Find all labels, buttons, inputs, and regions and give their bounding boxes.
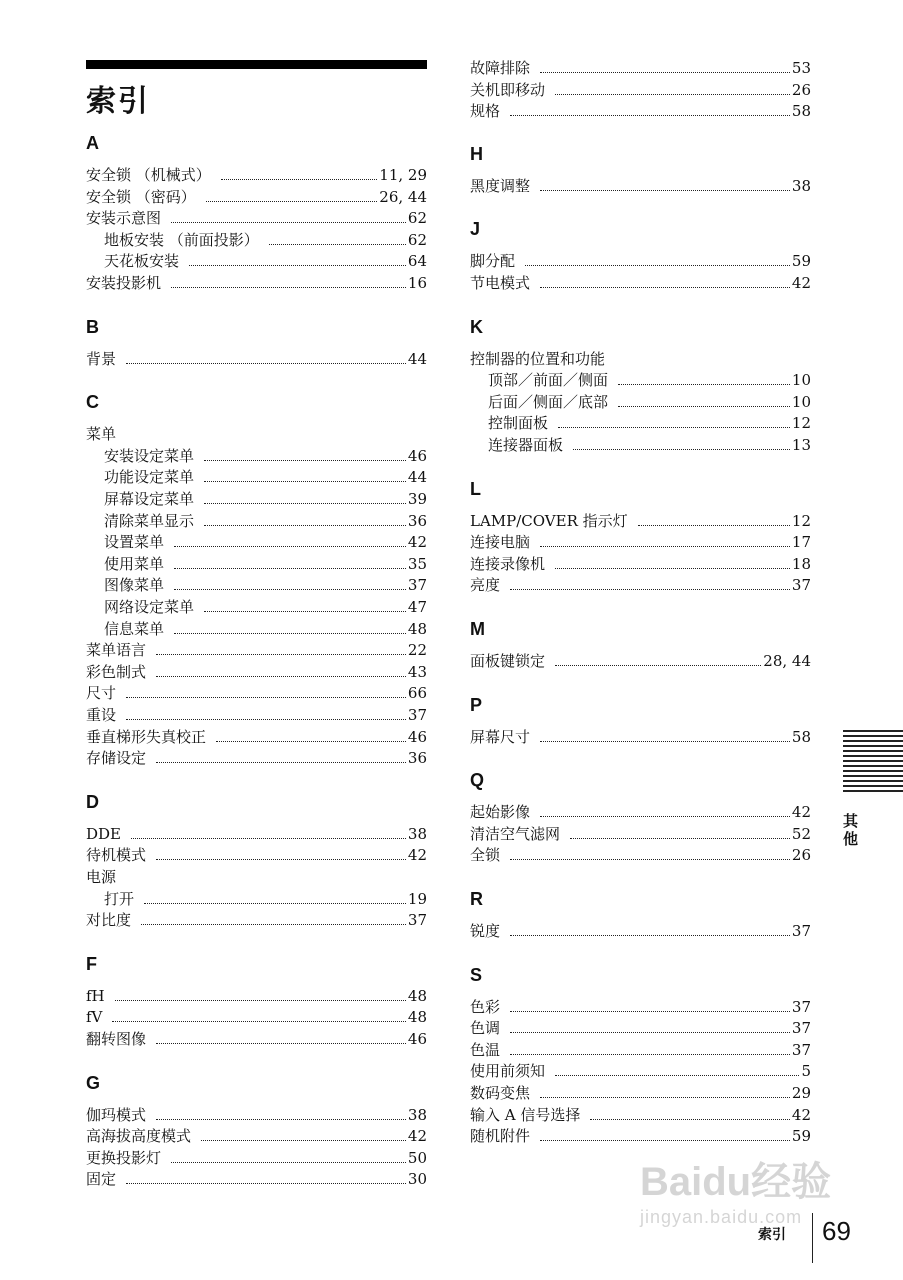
footer-divider bbox=[812, 1213, 813, 1263]
index-entry-pages: 48 bbox=[407, 1008, 427, 1027]
index-entry[interactable] bbox=[86, 489, 427, 510]
index-entry-label: 天花板安装 bbox=[104, 252, 180, 271]
leader-dots bbox=[156, 859, 406, 860]
index-entry[interactable] bbox=[470, 532, 811, 553]
index-entry-label: 控制面板 bbox=[488, 414, 549, 433]
index-entry-pages: 37 bbox=[791, 576, 811, 595]
index-entry-pages: 37 bbox=[407, 706, 427, 724]
index-entry-label: 安装投影机 bbox=[86, 274, 162, 292]
index-entry[interactable] bbox=[86, 867, 427, 888]
leader-dots bbox=[204, 481, 406, 482]
leader-dots bbox=[156, 762, 406, 763]
index-entry-label: DDE bbox=[86, 824, 122, 843]
index-entry[interactable] bbox=[86, 273, 427, 294]
index-entry-label: 安全锁 （密码） bbox=[86, 187, 196, 206]
index-entry-label: 安装示意图 bbox=[86, 209, 162, 228]
index-entry-pages: 46 bbox=[407, 727, 427, 746]
index-entry-label: 背景 bbox=[86, 349, 117, 368]
leader-dots bbox=[540, 1140, 790, 1141]
leader-dots bbox=[216, 741, 406, 742]
index-entry[interactable] bbox=[86, 575, 427, 596]
index-entry-label: 图像菜单 bbox=[104, 576, 165, 595]
leader-dots bbox=[510, 1032, 790, 1033]
leader-dots bbox=[558, 427, 790, 428]
leader-dots bbox=[204, 503, 406, 504]
index-entry[interactable] bbox=[470, 80, 811, 101]
index-entry[interactable] bbox=[86, 845, 427, 866]
index-entry[interactable] bbox=[470, 575, 811, 596]
index-entry-pages: 37 bbox=[791, 997, 811, 1016]
leader-dots bbox=[171, 222, 406, 223]
leader-dots bbox=[573, 449, 790, 450]
index-entry[interactable] bbox=[470, 349, 811, 370]
leader-dots bbox=[171, 287, 406, 288]
leader-dots bbox=[171, 1162, 406, 1163]
index-entry[interactable] bbox=[86, 1105, 427, 1126]
index-entry-label: 节电模式 bbox=[470, 274, 531, 292]
leader-dots bbox=[510, 115, 790, 116]
index-entry[interactable] bbox=[86, 683, 427, 704]
index-entry-label: 顶部／前面／侧面 bbox=[488, 371, 609, 390]
index-entry-label: 后面／侧面／底部 bbox=[488, 392, 609, 411]
index-entry[interactable] bbox=[470, 651, 811, 672]
side-tab-stripes bbox=[843, 730, 903, 792]
index-entry-label: 网络设定菜单 bbox=[104, 598, 195, 616]
index-entry-label: 故障排除 bbox=[470, 59, 531, 77]
index-entry[interactable] bbox=[86, 424, 427, 445]
index-entry[interactable] bbox=[86, 467, 427, 488]
index-entry-pages: 10 bbox=[791, 371, 811, 390]
index-entry[interactable] bbox=[470, 845, 811, 866]
leader-dots bbox=[510, 935, 790, 936]
index-entry-pages: 42 bbox=[791, 803, 811, 822]
index-entry[interactable] bbox=[86, 532, 427, 553]
index-entry-label: 功能设定菜单 bbox=[104, 468, 195, 487]
index-entry[interactable] bbox=[470, 1083, 811, 1104]
index-entry-pages: 50 bbox=[407, 1148, 427, 1167]
index-entry-label: 规格 bbox=[470, 102, 501, 121]
section-letter: K bbox=[470, 316, 483, 337]
index-entry-pages: 66 bbox=[407, 684, 427, 703]
page-number: 69 bbox=[822, 1216, 851, 1246]
leader-dots bbox=[540, 1097, 790, 1098]
index-entry-label: 起始影像 bbox=[470, 803, 531, 822]
index-entry-pages: 36 bbox=[407, 511, 427, 530]
section-letter: L bbox=[470, 478, 481, 499]
index-entry-pages: 48 bbox=[407, 619, 427, 638]
index-entry-pages: 35 bbox=[407, 554, 427, 573]
index-entry[interactable] bbox=[86, 910, 427, 931]
index-entry[interactable] bbox=[86, 1029, 427, 1050]
index-entry[interactable] bbox=[470, 176, 811, 197]
index-entry-pages: 46 bbox=[407, 1030, 427, 1048]
index-entry-pages: 16 bbox=[407, 274, 427, 292]
index-entry[interactable] bbox=[470, 1061, 811, 1082]
index-entry-label: 存储设定 bbox=[86, 749, 147, 768]
index-entry[interactable] bbox=[86, 187, 427, 208]
section-letter: G bbox=[86, 1072, 101, 1093]
leader-dots bbox=[269, 244, 406, 245]
index-entry[interactable] bbox=[470, 511, 811, 532]
index-entry[interactable] bbox=[86, 1126, 427, 1147]
leader-dots bbox=[156, 1043, 406, 1044]
index-entry-label: LAMP/COVER 指示灯 bbox=[470, 511, 628, 530]
leader-dots bbox=[525, 265, 790, 266]
index-entry-pages: 13 bbox=[791, 436, 811, 454]
index-entry[interactable] bbox=[86, 349, 427, 370]
index-entry-label: 清洁空气滤网 bbox=[470, 824, 561, 843]
leader-dots bbox=[126, 697, 406, 698]
leader-dots bbox=[618, 406, 790, 407]
index-entry-label: 翻转图像 bbox=[86, 1030, 147, 1048]
index-entry-pages: 37 bbox=[791, 922, 811, 940]
leader-dots bbox=[510, 1011, 790, 1012]
index-entry[interactable] bbox=[86, 889, 427, 910]
index-entry[interactable] bbox=[470, 727, 811, 748]
index-entry[interactable] bbox=[86, 165, 427, 186]
index-entry[interactable] bbox=[470, 370, 811, 391]
index-entry[interactable] bbox=[86, 511, 427, 532]
leader-dots bbox=[174, 589, 406, 590]
index-entry-pages: 39 bbox=[407, 490, 427, 508]
index-entry-label: 屏幕尺寸 bbox=[470, 727, 531, 746]
index-entry-pages: 22 bbox=[407, 641, 427, 660]
leader-dots bbox=[570, 838, 790, 839]
index-entry[interactable] bbox=[86, 230, 427, 251]
index-entry-label: 菜单语言 bbox=[86, 641, 147, 660]
index-entry[interactable] bbox=[86, 748, 427, 769]
index-entry[interactable] bbox=[86, 251, 427, 272]
index-entry-label: 屏幕设定菜单 bbox=[104, 490, 195, 508]
page-title: 索引 bbox=[86, 84, 150, 119]
index-entry-label: 安全锁 （机械式） bbox=[86, 166, 211, 184]
index-entry-pages: 17 bbox=[791, 533, 811, 552]
index-entry-pages: 37 bbox=[407, 911, 427, 930]
index-entry[interactable] bbox=[86, 986, 427, 1007]
section-letter: R bbox=[470, 889, 483, 909]
index-entry-label: 地板安装 （前面投影） bbox=[104, 230, 259, 249]
index-entry-label: fH bbox=[86, 986, 105, 1005]
index-entry-pages: 18 bbox=[791, 554, 811, 573]
index-entry-pages: 12 bbox=[791, 414, 811, 433]
section-letter: D bbox=[86, 791, 99, 812]
section-letter: P bbox=[470, 694, 483, 715]
index-entry-label: 清除菜单显示 bbox=[104, 511, 195, 530]
index-entry-pages: 11, 29 bbox=[379, 166, 427, 184]
index-entry-pages: 52 bbox=[791, 824, 811, 843]
index-entry-label: 色彩 bbox=[470, 997, 501, 1016]
index-entry-label: 垂直梯形失真校正 bbox=[86, 727, 207, 746]
index-entry-pages: 38 bbox=[407, 824, 427, 843]
index-entry-label: 面板键锁定 bbox=[470, 652, 546, 670]
index-entry[interactable] bbox=[470, 1040, 811, 1061]
section-letter: Q bbox=[470, 770, 485, 791]
index-entry-label: 尺寸 bbox=[86, 684, 117, 703]
leader-dots bbox=[540, 190, 790, 191]
leader-dots bbox=[174, 546, 406, 547]
index-entry-pages: 44 bbox=[407, 349, 427, 368]
index-entry[interactable] bbox=[470, 413, 811, 434]
index-entry-pages: 5 bbox=[801, 1062, 811, 1081]
index-entry[interactable] bbox=[470, 802, 811, 823]
index-entry-pages: 42 bbox=[791, 1105, 811, 1124]
leader-dots bbox=[555, 665, 761, 666]
leader-dots bbox=[174, 633, 406, 634]
watermark-logo: Baidu经验 bbox=[640, 1160, 832, 1204]
leader-dots bbox=[144, 903, 406, 904]
index-entry[interactable] bbox=[86, 446, 427, 467]
side-tab-label: 其他 bbox=[843, 812, 859, 848]
index-entry-pages: 19 bbox=[407, 889, 427, 908]
index-entry-pages: 37 bbox=[407, 576, 427, 595]
index-entry[interactable] bbox=[86, 208, 427, 229]
leader-dots bbox=[510, 589, 790, 590]
index-entry[interactable] bbox=[86, 824, 427, 845]
index-entry-pages: 38 bbox=[407, 1105, 427, 1124]
leader-dots bbox=[204, 611, 406, 612]
index-entry-label: 连接器面板 bbox=[488, 436, 564, 454]
index-entry-label: 锐度 bbox=[470, 922, 501, 940]
index-entry-pages: 26 bbox=[791, 80, 811, 99]
index-entry-pages: 29 bbox=[791, 1084, 811, 1102]
index-entry-pages: 62 bbox=[407, 230, 427, 249]
index-entry-label: 控制器的位置和功能 bbox=[470, 349, 606, 368]
leader-dots bbox=[112, 1021, 406, 1022]
watermark-url: jingyan.baidu.com bbox=[640, 1207, 803, 1227]
index-entry-pages: 59 bbox=[791, 1127, 811, 1146]
index-entry-pages: 26, 44 bbox=[379, 187, 427, 206]
leader-dots bbox=[126, 1183, 406, 1184]
index-entry[interactable] bbox=[470, 101, 811, 122]
index-entry-label: 设置菜单 bbox=[104, 533, 165, 552]
index-entry-label: 安装设定菜单 bbox=[104, 446, 195, 465]
index-entry-label: 重设 bbox=[86, 706, 117, 724]
index-entry-label: 输入 A 信号选择 bbox=[470, 1105, 581, 1124]
index-entry[interactable] bbox=[470, 1018, 811, 1039]
index-entry-label: 随机附件 bbox=[470, 1127, 531, 1146]
leader-dots bbox=[156, 654, 406, 655]
leader-dots bbox=[201, 1140, 406, 1141]
leader-dots bbox=[510, 859, 790, 860]
leader-dots bbox=[189, 265, 406, 266]
leader-dots bbox=[156, 676, 406, 677]
index-entry-pages: 46 bbox=[407, 446, 427, 465]
index-entry[interactable] bbox=[470, 997, 811, 1018]
index-entry-label: 菜单 bbox=[86, 425, 117, 444]
index-entry[interactable] bbox=[470, 921, 811, 942]
index-entry-pages: 43 bbox=[407, 662, 427, 681]
leader-dots bbox=[555, 1075, 799, 1076]
leader-dots bbox=[156, 1119, 406, 1120]
index-entry-label: 高海拔高度模式 bbox=[86, 1127, 192, 1146]
index-entry-label: 色温 bbox=[470, 1040, 501, 1059]
index-entry-label: 信息菜单 bbox=[104, 619, 165, 638]
leader-dots bbox=[204, 460, 406, 461]
index-entry[interactable] bbox=[86, 640, 427, 661]
section-letter: J bbox=[470, 219, 481, 240]
leader-dots bbox=[115, 1000, 406, 1001]
leader-dots bbox=[510, 1054, 790, 1055]
index-entry-label: 彩色制式 bbox=[86, 662, 147, 681]
index-entry[interactable] bbox=[470, 1126, 811, 1147]
index-entry[interactable] bbox=[470, 251, 811, 272]
title-rule bbox=[86, 60, 427, 69]
index-entry-pages: 26 bbox=[791, 846, 811, 865]
index-entry-label: 使用菜单 bbox=[104, 554, 165, 573]
section-letter: F bbox=[86, 953, 97, 974]
section-letter: S bbox=[470, 964, 483, 985]
leader-dots bbox=[540, 72, 790, 73]
index-entry-label: 数码变焦 bbox=[470, 1084, 531, 1102]
index-entry-label: 使用前须知 bbox=[470, 1062, 546, 1081]
index-entry-pages: 48 bbox=[407, 986, 427, 1005]
index-entry-pages: 37 bbox=[791, 1040, 811, 1059]
index-entry-pages: 58 bbox=[791, 102, 811, 121]
index-entry[interactable] bbox=[86, 1169, 427, 1190]
index-entry-pages: 42 bbox=[407, 846, 427, 865]
leader-dots bbox=[204, 525, 406, 526]
leader-dots bbox=[141, 924, 406, 925]
index-entry[interactable] bbox=[86, 727, 427, 748]
index-entry[interactable] bbox=[86, 554, 427, 575]
leader-dots bbox=[126, 363, 406, 364]
index-entry[interactable] bbox=[470, 1105, 811, 1126]
index-entry-label: 关机即移动 bbox=[470, 80, 546, 99]
index-entry-pages: 62 bbox=[407, 209, 427, 228]
leader-dots bbox=[206, 201, 378, 202]
index-entry-label: 亮度 bbox=[470, 576, 501, 595]
index-entry[interactable] bbox=[470, 824, 811, 845]
section-letter: H bbox=[470, 143, 483, 164]
section-letter: M bbox=[470, 619, 485, 639]
side-tab[interactable] bbox=[843, 730, 903, 848]
index-entry-pages: 58 bbox=[791, 727, 811, 746]
index-entry-label: 打开 bbox=[104, 889, 135, 908]
index-entry-pages: 53 bbox=[791, 59, 811, 77]
index-entry-label: 更换投影灯 bbox=[86, 1148, 162, 1167]
index-entry-label: 全锁 bbox=[470, 846, 501, 865]
index-entry[interactable] bbox=[470, 392, 811, 413]
index-entry-pages: 42 bbox=[407, 1127, 427, 1146]
index-entry-pages: 10 bbox=[791, 392, 811, 411]
index-entry-label: 连接电脑 bbox=[470, 533, 531, 552]
index-entry-label: 对比度 bbox=[86, 911, 132, 930]
index-entry[interactable] bbox=[86, 619, 427, 640]
index-entry-label: fV bbox=[86, 1008, 103, 1027]
index-entry-pages: 37 bbox=[791, 1019, 811, 1038]
leader-dots bbox=[540, 546, 790, 547]
leader-dots bbox=[540, 741, 790, 742]
index-entry-pages: 42 bbox=[791, 274, 811, 292]
index-entry-label: 脚分配 bbox=[470, 252, 516, 271]
leader-dots bbox=[638, 525, 790, 526]
index-entry-label: 电源 bbox=[86, 868, 117, 886]
index-entry-pages: 30 bbox=[407, 1170, 427, 1189]
leader-dots bbox=[555, 568, 790, 569]
section-letter: C bbox=[86, 392, 99, 413]
leader-dots bbox=[131, 838, 406, 839]
index-entry[interactable] bbox=[86, 1148, 427, 1169]
leader-dots bbox=[618, 384, 790, 385]
index-entry-label: 连接录像机 bbox=[470, 554, 546, 573]
section-letter: A bbox=[86, 133, 99, 153]
index-entry[interactable] bbox=[470, 435, 811, 456]
index-entry-pages: 64 bbox=[407, 252, 427, 271]
leader-dots bbox=[590, 1119, 790, 1120]
leader-dots bbox=[555, 94, 790, 95]
index-entry-label: 黑度调整 bbox=[470, 176, 531, 195]
leader-dots bbox=[540, 816, 790, 817]
footer-section-name: 索引 bbox=[758, 1227, 786, 1243]
index-entry-pages: 12 bbox=[791, 511, 811, 530]
index-entry[interactable] bbox=[470, 554, 811, 575]
section-letter: B bbox=[86, 316, 99, 337]
index-entry-label: 固定 bbox=[86, 1170, 117, 1189]
leader-dots bbox=[174, 568, 406, 569]
index-entry-pages: 42 bbox=[407, 533, 427, 552]
index-entry-label: 伽玛模式 bbox=[86, 1105, 147, 1124]
index-entry-pages: 28, 44 bbox=[763, 652, 811, 670]
index-entry[interactable] bbox=[470, 58, 811, 79]
index-entry-label: 色调 bbox=[470, 1019, 501, 1038]
index-entry[interactable] bbox=[86, 597, 427, 618]
index-entry[interactable] bbox=[470, 273, 811, 294]
leader-dots bbox=[221, 179, 378, 180]
index-entry-pages: 36 bbox=[407, 749, 427, 768]
index-entry-pages: 38 bbox=[791, 176, 811, 195]
index-entry[interactable] bbox=[86, 1007, 427, 1028]
index-entry[interactable] bbox=[86, 662, 427, 683]
index-entry-label: 待机模式 bbox=[86, 846, 147, 865]
leader-dots bbox=[540, 287, 790, 288]
index-entry[interactable] bbox=[86, 705, 427, 726]
index-entry-pages: 44 bbox=[407, 468, 427, 487]
index-entry-pages: 47 bbox=[407, 598, 427, 616]
index-entry-pages: 59 bbox=[791, 252, 811, 271]
leader-dots bbox=[126, 719, 406, 720]
